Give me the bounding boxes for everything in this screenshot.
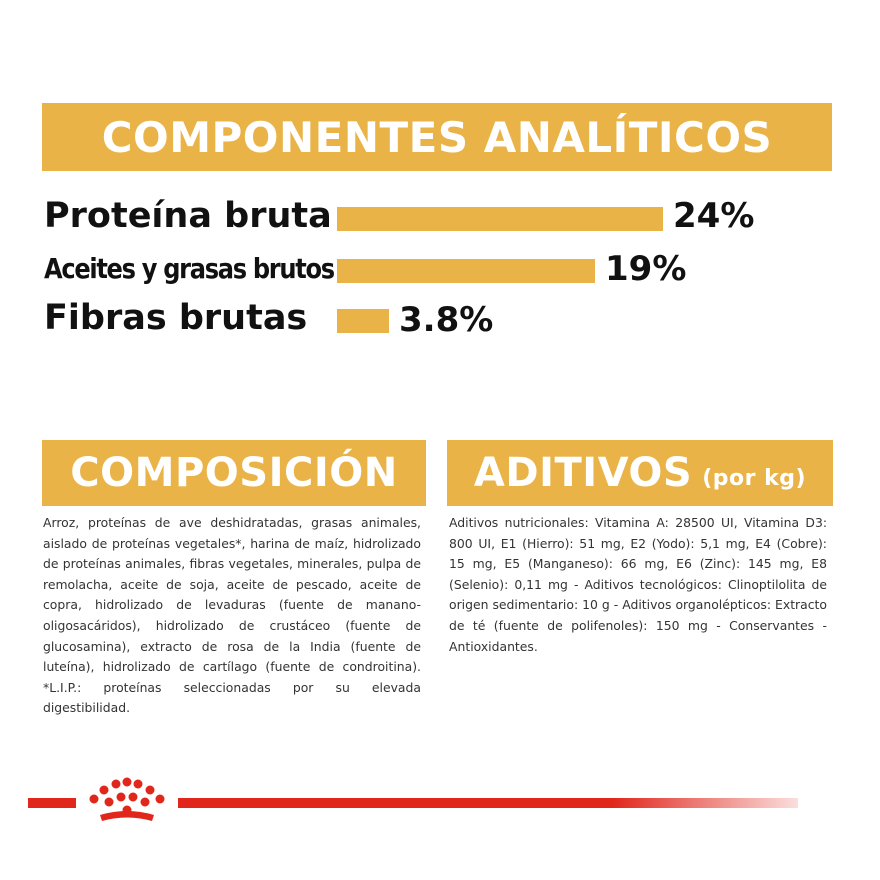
footer-line-right xyxy=(178,798,798,808)
footer-line-left xyxy=(28,798,76,808)
additives-title-suffix: (por kg) xyxy=(702,465,807,491)
value-label: 24% xyxy=(673,196,755,236)
additives-banner xyxy=(447,440,833,506)
value-label: 19% xyxy=(605,249,687,289)
value-bar xyxy=(337,309,389,333)
additives-title: ADITIVOS xyxy=(473,450,693,496)
crown-logo-icon xyxy=(84,777,170,827)
row-label: Aceites y grasas brutos xyxy=(44,252,334,285)
row-label: Proteína bruta xyxy=(44,196,332,236)
additives-text: Aditivos nutricionales: Vitamina A: 28500 UI, Vitamina D3: 800 UI, E1 (Hierro): 51 mg, E2 (Yodo): 5,1 mg, E4 (Cobre): 15 mg, E5 (Manganeso): 66 mg, E6 (Zinc): 145 mg, E8 (Selenio): 0,11 mg - Aditivos tecnológicos: Clinoptilolita de origen sedimentario: 10 g - Aditivos organolépticos: Extracto de té (fuente de polifenoles): 150 mg - Conservantes - Antioxidantes. xyxy=(449,515,827,654)
composition-title: COMPOSICIÓN xyxy=(70,450,398,496)
value-bar xyxy=(337,259,595,283)
composition-text: Arroz, proteínas de ave deshidratadas, grasas animales, aislado de proteínas vegetales*, harina de maíz, hidrolizado de proteínas animales, fibras vegetales, minerales, pulpa de remolacha, aceite de soja, aceite de pescado, aceite de copra, hidrolizado de levaduras (fuente de manano-oligosacáridos), hidrolizado de crustáceo (fuente de glucosamina), extracto de rosa de la India (fuente de luteína), hidrolizado de cartílago (fuente de condroitina). *L.I.P.: proteínas seleccionadas por su elevada digestibilidad. xyxy=(43,515,421,716)
analytic-components-banner xyxy=(42,103,832,171)
value-bar xyxy=(337,207,663,231)
value-label: 3.8% xyxy=(399,300,494,340)
row-label: Fibras brutas xyxy=(44,298,308,338)
composition-banner xyxy=(42,440,426,506)
analytic-components-title: COMPONENTES ANALÍTICOS xyxy=(101,112,773,162)
